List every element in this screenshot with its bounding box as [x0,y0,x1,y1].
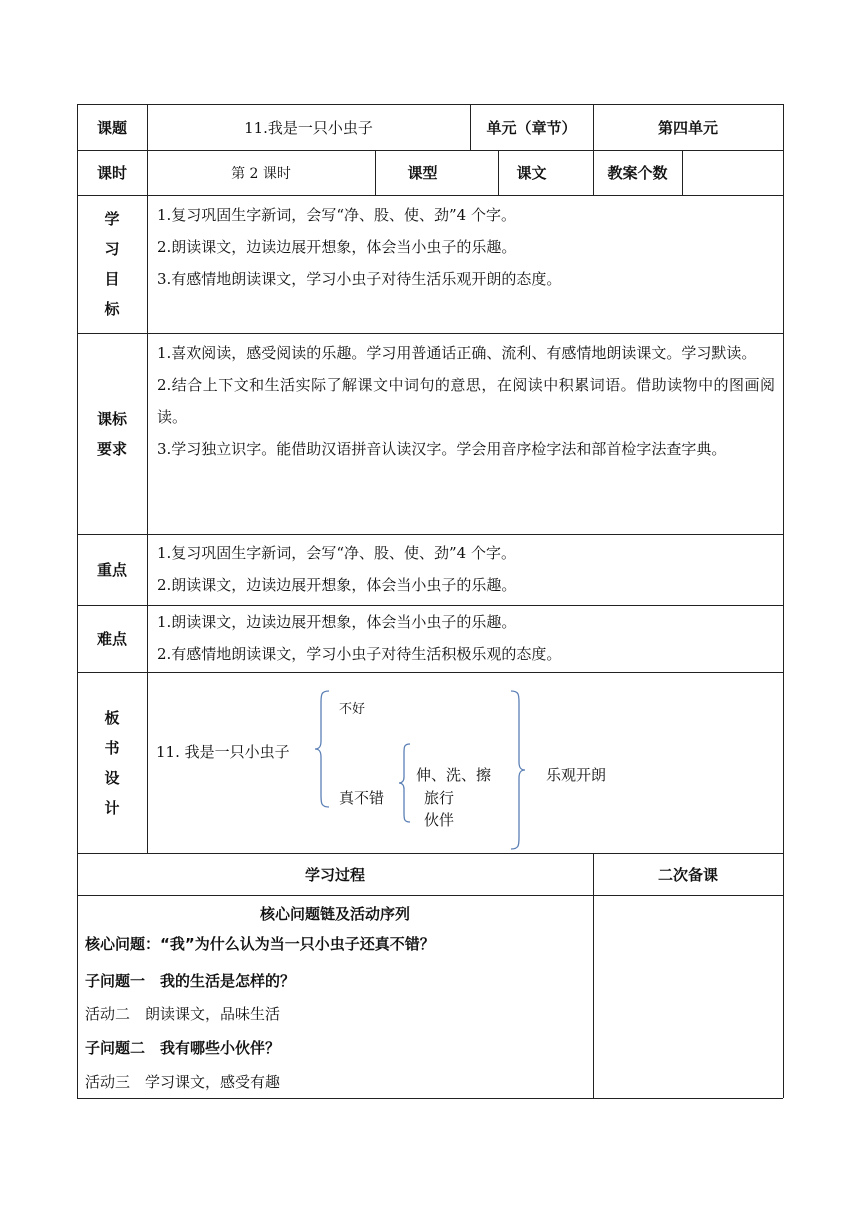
objectives-label-char: 目 [104,270,120,288]
table-rule [77,534,783,535]
title-label: 课题 [96,118,127,137]
period-label: 课时 [96,164,127,182]
standard-item: 1.喜欢阅读，感受阅读的乐趣。学习用普通话正确、流利、有感情地朗读课文。学习默读。 [157,344,757,362]
sub-question-two: 子问题二 我有哪些小伙伴？ [85,1039,281,1057]
key-point-item: 2.朗读课文，边读边展开想象，体会当小虫子的乐趣。 [157,576,517,594]
difficulty-item: 2.有感情地朗读课文，学习小虫子对待生活积极乐观的态度。 [157,645,562,663]
count-label: 教案个数 [607,164,668,182]
board-label-char: 计 [104,798,120,817]
unit-label: 单元（章节） [486,118,577,137]
difficulties-label: 难点 [96,630,127,648]
table-rule [77,672,783,673]
board-branch-good: 真不错 [339,789,385,807]
type-value: 课文 [516,164,547,182]
board-label-char: 设 [104,768,120,787]
key-points-list [157,537,775,601]
inner-brace-icon [397,742,413,824]
objective-item: 1.复习巩固生字新词，会写“净、股、使、劲”4 个字。 [157,206,516,224]
title-value: 11.我是一只小虫子 [244,118,373,137]
board-label [77,672,147,853]
standard-item: 3.学习独立识字。能借助汉语拼音认读汉字。学会用音序检字法和部首检字法查字典。 [157,440,727,458]
board-title: 11. 我是一只小虫子 [156,743,290,761]
standards-label-line: 课标 [96,409,127,428]
objective-item: 3.有感情地朗读课文，学习小虫子对待生活乐观开朗的态度。 [157,270,562,288]
right-brace-icon [508,689,528,851]
board-sub-item: 伸、洗、擦 [416,766,492,784]
objectives-label-char: 标 [104,300,120,318]
standard-item: 2.结合上下文和生活实际了解课文中词句的意思，在阅读中积累词语。借助读物中的图画阅读。 [157,376,775,426]
lesson-plan-table [77,104,783,1098]
key-points-label: 重点 [96,561,127,579]
objectives-label [77,195,147,333]
board-sub-item: 伙伴 [424,811,455,829]
activity-three: 活动三 学习课文，感受有趣 [85,1073,281,1091]
board-conclusion: 乐观开朗 [546,766,607,784]
process-header: 学习过程 [304,865,365,884]
table-rule [77,333,783,334]
key-point-item: 1.复习巩固生字新词，会写“净、股、使、劲”4 个字。 [157,544,516,562]
difficulty-item: 1.朗读课文，边读边展开想象，体会当小虫子的乐趣。 [157,613,517,631]
period-value: 第 2 课时 [231,165,291,182]
activity-two: 活动二 朗读课文，品味生活 [85,1005,281,1023]
standards-label [77,333,147,534]
second-prep-header: 二次备课 [657,865,718,884]
objective-item: 2.朗读课文，边读边展开想象，体会当小虫子的乐趣。 [157,238,517,256]
count-value [682,150,783,195]
unit-value: 第四单元 [657,118,718,137]
table-rule [77,195,783,196]
table-border-right [783,104,784,1098]
type-label: 课型 [407,164,438,182]
board-label-char: 书 [104,738,120,757]
table-rule [147,104,148,853]
process-section-title: 核心问题链及活动序列 [259,904,410,923]
board-sub-item: 旅行 [424,789,455,807]
board-branch-bad: 不好 [339,702,366,717]
difficulties-list [157,606,775,670]
core-question: 核心问题：“我”为什么认为当一只小虫子还真不错？ [85,935,435,953]
objectives-label-char: 习 [104,240,120,258]
standards-label-line: 要求 [96,439,127,458]
table-rule [77,895,783,896]
objectives-list [157,199,775,295]
board-label-char: 板 [104,708,120,727]
table-border-bottom [77,1098,783,1099]
sub-question-one: 子问题一 我的生活是怎样的？ [85,972,296,990]
standards-list [157,337,775,465]
objectives-label-char: 学 [104,210,120,228]
left-brace-icon [313,689,333,809]
